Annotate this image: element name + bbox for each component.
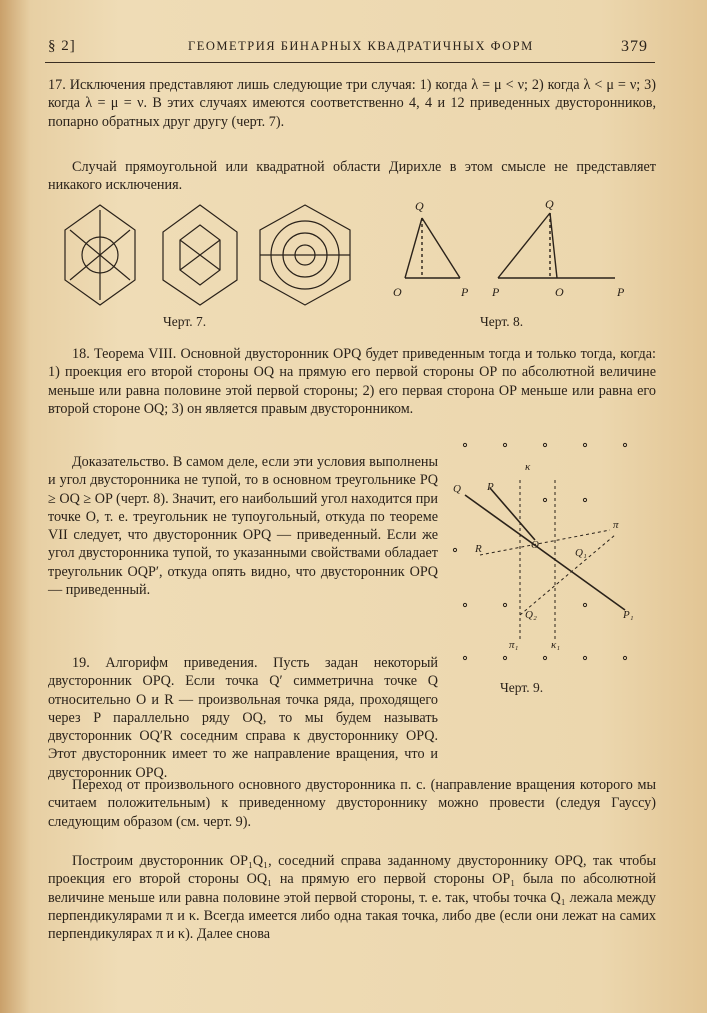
fig9-label-p: P	[487, 481, 494, 493]
fig8-label-p1: P	[461, 285, 469, 299]
fig9-label-q2: Q₂	[525, 609, 537, 621]
fig8-label-q1: Q	[415, 199, 424, 213]
fig9-label-p1: P₁	[623, 609, 634, 621]
fig9-dashed-lines	[480, 480, 615, 640]
fig9-label-kappa: κ	[525, 461, 531, 473]
header-rule	[45, 62, 655, 63]
fig8-label-o2: O	[555, 285, 564, 299]
fig8-label-o1: O	[393, 285, 402, 299]
fig9-label-pi: π	[613, 519, 619, 531]
paragraph-19-start: 19. Алгорифм приведения. Пусть задан некоторый двусторонник OPQ. Если точка Q′ симметрична точке Q относительно O и R — произвольная точка ряда, проходящего через P параллельно ряду OQ, то мы будем называть двусторонник OQ′R соседним справа к двустороннику OPQ. Этот двусторонник имеет то же направление вращения, что и двусторонник OPQ.	[48, 655, 438, 781]
figure-9	[445, 440, 645, 670]
fig8-label-p2: P	[492, 285, 500, 299]
figure-7	[55, 200, 375, 310]
paragraph-17: 17. Исключения представляют лишь следующие три случая: 1) когда λ = μ < ν; 2) когда λ < μ = ν; 3) когда λ = μ = ν. В этих случаях имеются соответственно 4, 4 и 12 приведенных двусторонников, попарно обратных друг другу (черт. 7).	[48, 77, 656, 130]
fig9-label-q-top: Q	[453, 483, 461, 495]
fig8-label-q2: Q	[545, 198, 554, 211]
fig8-triangle-1	[405, 218, 460, 278]
page-title: ГЕОМЕТРИЯ БИНАРНЫХ КВАДРАТИЧНЫХ ФОРМ	[188, 39, 534, 53]
fig9-label-pi1: π₁	[509, 639, 519, 651]
paragraph-20: Переход от произвольного основного двусторонника п. с. (направление вращения которого мы считаем положительным) к приведенному двустороннику можно провести (следуя Гауссу) следующим образом (см. черт. 9).	[48, 777, 656, 830]
fig9-main-lines	[465, 488, 625, 610]
fig8-label-p3: P	[617, 285, 625, 299]
fig8-triangle-2	[498, 213, 615, 278]
fig7-hexagon-3	[260, 205, 350, 305]
paragraph-proof: Доказательство. В самом деле, если эти условия выполнены и угол двусторонника не тупой, то в основном треугольнике PQ ≥ OQ ≥ OP (черт. 8). Значит, его наибольший угол находится при точке O, т. е. треугольник не тупоугольный, откуда по теореме VII следует, что двусторонник OPQ — приведенный. Если же угол двусторонника тупой, то указанными свойствами обладает треугольник OQP′, откуда опять видно, что двусторонник OPQ — приведенный.	[48, 454, 438, 599]
caption-fig9: Черт. 9.	[500, 680, 544, 695]
page-number: 379	[621, 38, 648, 55]
fig9-label-kappa1: κ₁	[551, 639, 561, 651]
fig7-hexagon-1	[65, 205, 135, 305]
fig9-label-o: O	[531, 539, 539, 551]
section-number: § 2]	[48, 38, 76, 54]
running-header	[48, 38, 648, 58]
paragraph-18: 18. Теорема VIII. Основной двусторонник OPQ будет приведенным тогда и только тогда, когда: 1) проекция его второй стороны OQ на прямую его первой стороны OP по абсолютной величине меньше или равна половине этой первой стороны; 2) его первая сторона OP меньше или равна его второй стороне OQ; 3) он является правым двусторонником.	[48, 346, 656, 417]
fig7-hexagon-2	[163, 205, 237, 305]
caption-fig7: Черт. 7.	[163, 314, 207, 329]
caption-fig8: Черт. 8.	[480, 314, 524, 329]
fig9-label-q1: Q₁	[575, 547, 587, 559]
paragraph-21: Построим двусторонник OP₁Q₁, соседний справа заданному двустороннику OPQ, так чтобы проекция его второй стороны OQ₁ на прямую его первой стороны OP₁ была по абсолютной величине меньше или равна половине этой первой стороны, т. е. так, чтобы точка Q₁ лежала между перпендикулярами π и κ. Всегда имеется либо одна такая точка, либо две (если они лежат на самих перпендикулярах π и κ). Далее снова	[48, 853, 656, 943]
paragraph-17b: Случай прямоугольной или квадратной области Дирихле в этом смысле не представляет никакого исключения.	[48, 159, 656, 194]
figure-8	[385, 198, 635, 308]
fig9-label-r: R	[475, 543, 482, 555]
